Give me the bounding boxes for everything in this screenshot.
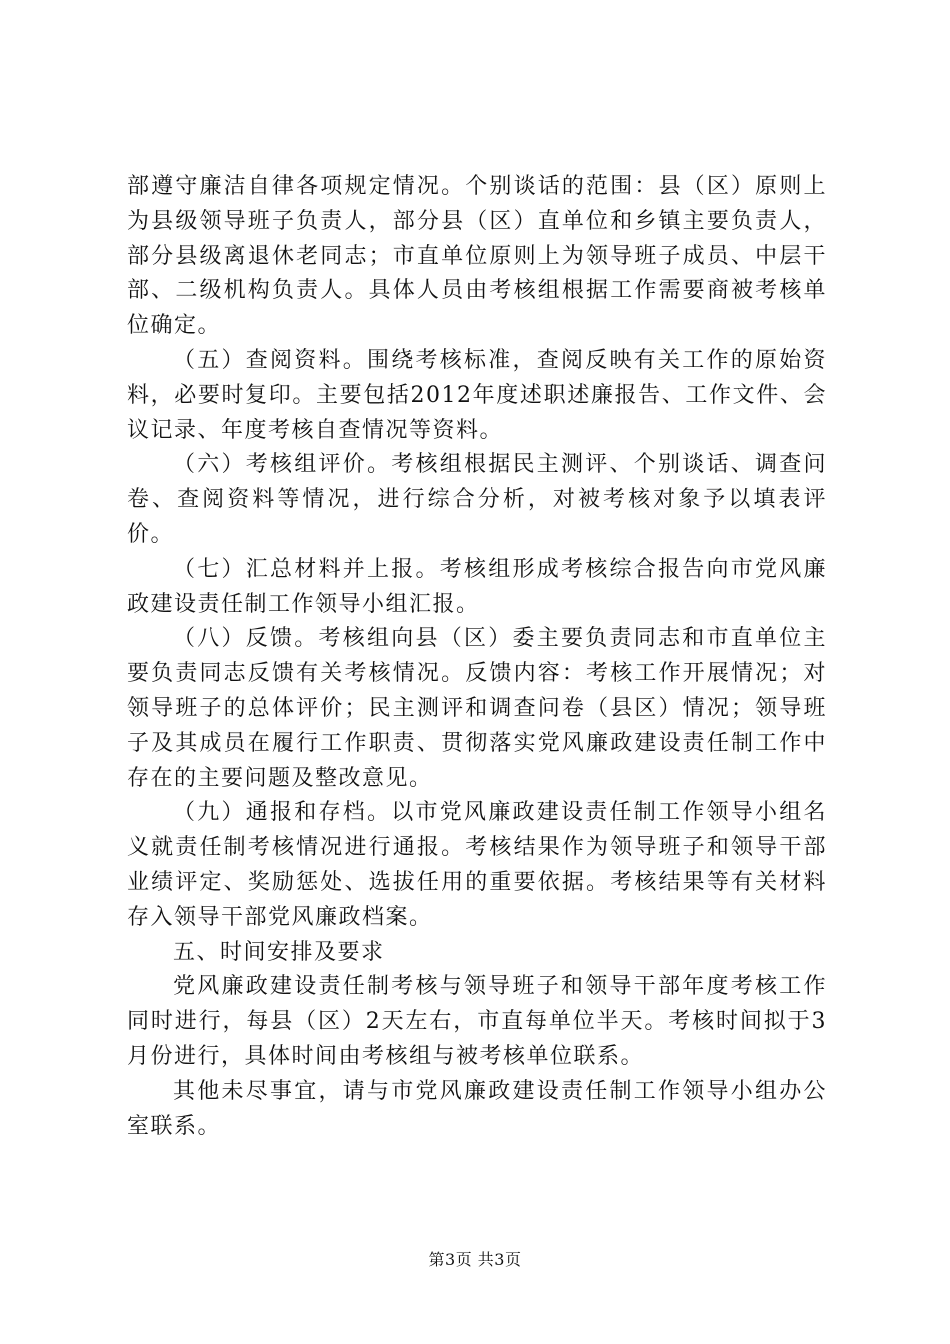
section-heading: 五、时间安排及要求 bbox=[173, 939, 385, 965]
paragraph-notification-archive: （九）通报和存档。以市党风廉政建设责任制工作领导小组名义就责任制考核情况进行通报。考核结果作为领导班子和领导干部业绩评定、奖励惩处、选拔任用的重要依据。考核结果等有关材料存入领导干部党风廉政档案。 bbox=[127, 800, 827, 930]
paragraph-schedule: 党风廉政建设责任制考核与领导班子和领导干部年度考核工作同时进行，每县（区）2天左右，市直每单位半天。考核时间拟于3月份进行，具体时间由考核组与被考核单位联系。 bbox=[127, 974, 827, 1069]
paragraph-team-evaluation: （六）考核组评价。考核组根据民主测评、个别谈话、调查问卷、查阅资料等情况，进行综合分析，对被考核对象予以填表评价。 bbox=[127, 452, 827, 547]
page-number-footer: 第3页 共3页 bbox=[428, 1250, 522, 1269]
paragraph-review-materials: （五）查阅资料。围绕考核标准，查阅反映有关工作的原始资料，必要时复印。主要包括2012年度述职述廉报告、工作文件、会议记录、年度考核自查情况等资料。 bbox=[127, 347, 827, 443]
paragraph-interview-scope: 部遵守廉洁自律各项规定情况。个别谈话的范围：县（区）原则上为县级领导班子负责人，部分县（区）直单位和乡镇主要负责人，部分县级离退休老同志；市直单位原则上为领导班子成员、中层干部、二级机构负责人。具体人员由考核组根据工作需要商被考核单位确定。 bbox=[127, 174, 827, 339]
document-body bbox=[127, 170, 827, 1144]
paragraph-contact: 其他未尽事宜，请与市党风廉政建设责任制工作领导小组办公室联系。 bbox=[127, 1078, 827, 1139]
paragraph-summary-report: （七）汇总材料并上报。考核组形成考核综合报告向市党风廉政建设责任制工作领导小组汇报。 bbox=[127, 556, 827, 617]
paragraph-feedback: （八）反馈。考核组向县（区）委主要负责同志和市直单位主要负责同志反馈有关考核情况。反馈内容：考核工作开展情况；对领导班子的总体评价；民主测评和调查问卷（县区）情况；领导班子及其成员在履行工作职责、贯彻落实党风廉政建设责任制工作中存在的主要问题及整改意见。 bbox=[127, 626, 827, 791]
